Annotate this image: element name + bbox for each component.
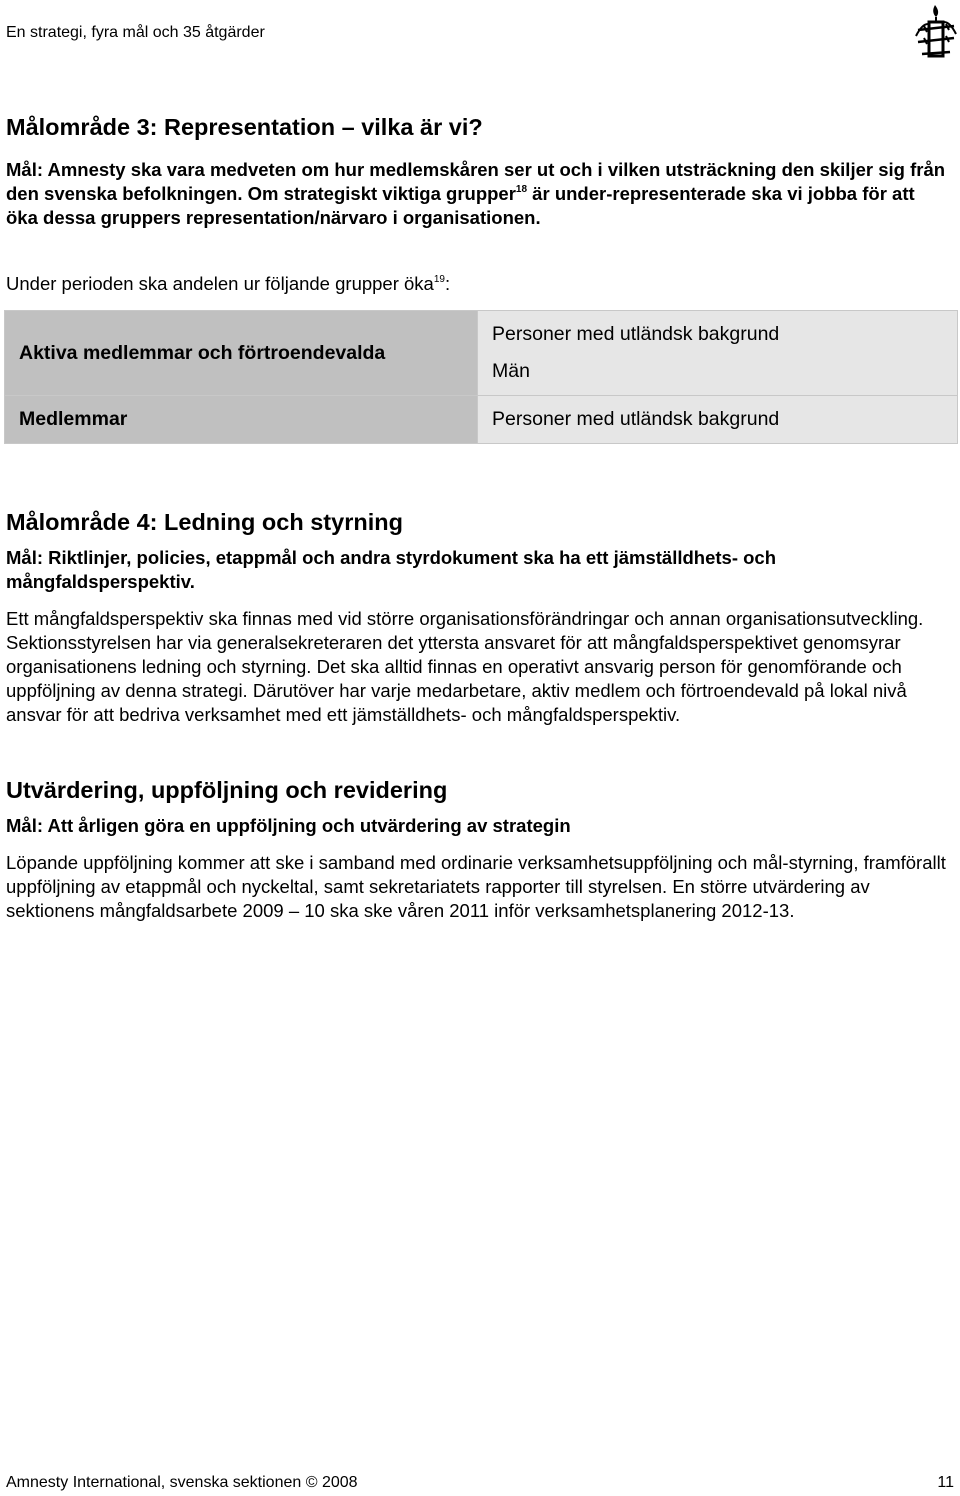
section4-goal: Mål: Riktlinjer, policies, etappmål och andra styrdokument ska ha ett jämställdhets- och mångfaldsperspektiv. [6, 547, 777, 592]
section3-goal: Mål: Amnesty ska vara medveten om hur medlemskåren ser ut och i vilken utsträckning den skiljer sig från den svenska befolkningen. Om strategiskt viktiga grupper$^{18}$ är under-representerade ska vi jobba för att öka dessa gruppers representation/närvaro i organisationen. [6, 159, 946, 228]
footnote-ref-18: 18 [515, 183, 528, 195]
table-cell-category: Medlemmar [5, 396, 478, 444]
running-footer: Amnesty International, svenska sektionen © 2008 [6, 1474, 358, 1491]
section3-title: Målområde 3: Representation – vilka är vi? [6, 114, 483, 140]
running-header: En strategi, fyra mål och 35 åtgärder [6, 24, 265, 41]
section4-body: Ett mångfaldsperspektiv ska finnas med vid större organisationsförändringar och annan organisationsutveckling. Sektionsstyrelsen har via generalsekreteraren det yttersta ansvaret för att mångfaldsperspektivet genomsyrar organisationens ledning och styrning. Det ska alltid finnas en operativt ansvarig person för genomförande och uppföljning av denna strategi. Därutöver har varje medarbetare, aktiv medlem och förtroendevald på lokal nivå ansvar för att bedriva verksamhet med ett jämställdhets- och mångfaldsperspektiv. [6, 608, 924, 725]
section5-goal: Mål: Att årligen göra en uppföljning och utvärdering av strategin [6, 815, 571, 836]
table-cell-groups: Personer med utländsk bakgrund [478, 396, 958, 444]
page-number: 11 [937, 1474, 954, 1491]
table-row [5, 396, 958, 444]
target-groups-table [4, 310, 958, 444]
candle-in-barbed-wire-icon [914, 2, 958, 60]
footnote-ref-19: 19 [433, 273, 445, 285]
main-content [6, 112, 950, 923]
table-cell-category: Aktiva medlemmar och förtroendevalda [5, 311, 478, 396]
table-cell-groups: Personer med utländsk bakgrund Män [478, 311, 958, 396]
table-row [5, 311, 958, 396]
section5-title: Utvärdering, uppföljning och revidering [6, 777, 448, 803]
section4-title: Målområde 4: Ledning och styrning [6, 509, 403, 535]
section3-intro: Under perioden ska andelen ur följande grupper öka$^{19}$: [6, 273, 451, 294]
section5-body: Löpande uppföljning kommer att ske i samband med ordinarie verksamhetsuppföljning och mål-styrning, framförallt uppföljning av etappmål och nyckeltal, samt sekretariatets rapporter till styrelsen. En större utvärdering av sektionens mångfaldsarbete 2009 – 10 ska ske våren 2011 inför verksamhetsplanering 2012-13. [6, 852, 946, 921]
